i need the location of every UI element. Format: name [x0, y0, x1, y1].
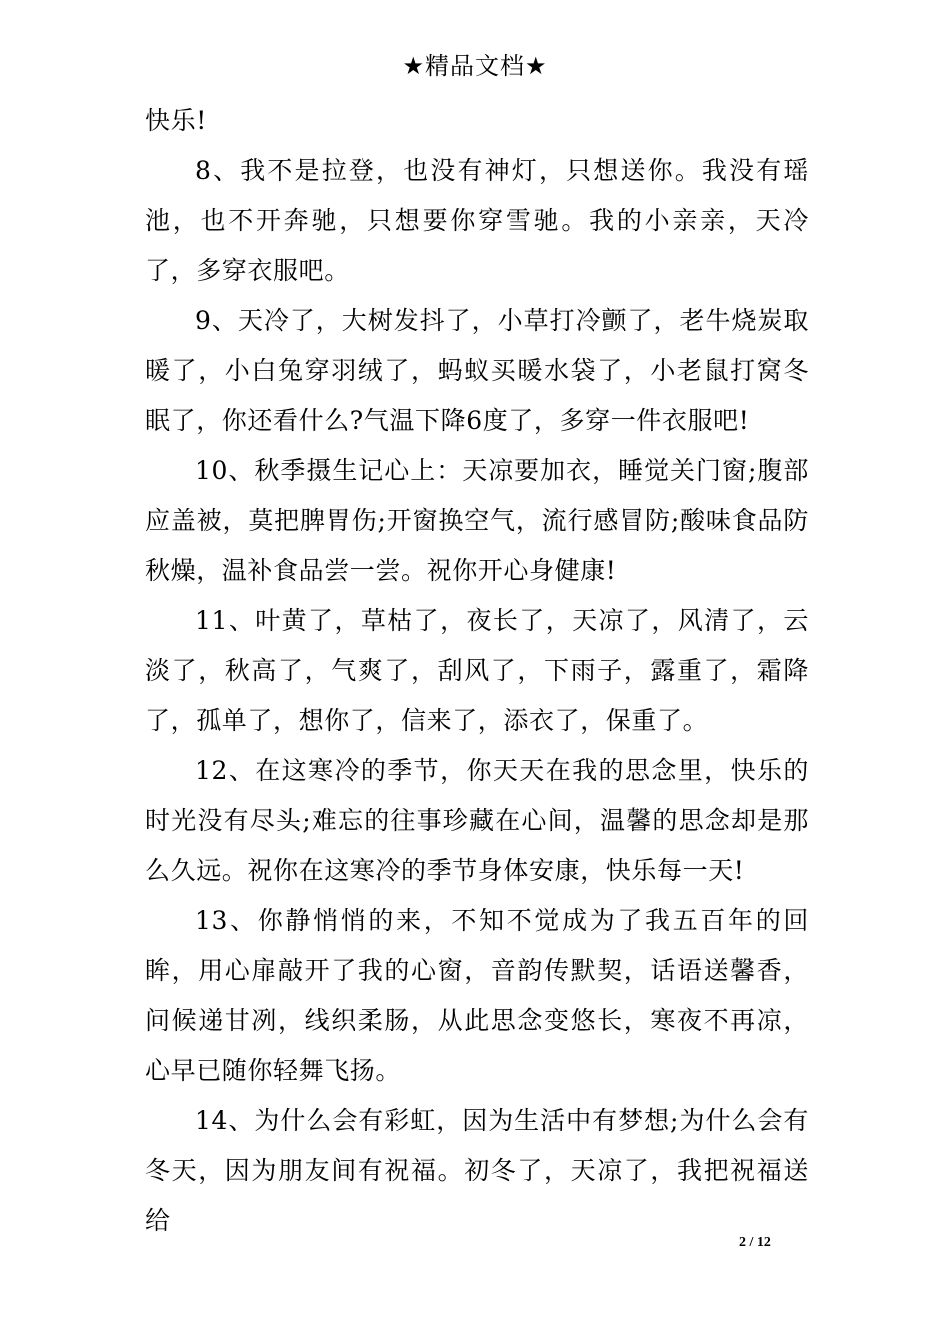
paragraph-continuation: 快乐! — [145, 106, 207, 135]
paragraph-11: 11、叶黄了，草枯了，夜长了，天凉了，风清了，云淡了，秋高了，气爽了，刮风了，下雨子，露重了，霜降了，孤单了，想你了，信来了，添衣了，保重了。 — [145, 606, 809, 735]
paragraph-10: 10、秋季摄生记心上：天凉要加衣，睡觉关门窗;腹部应盖被，莫把脾胃伤;开窗换空气，流行感冒防;酸味食品防秋燥，温补食品尝一尝。祝你开心身健康! — [145, 456, 809, 585]
paragraph-8: 8、我不是拉登，也没有神灯，只想送你。我没有瑶池，也不开奔驰，只想要你穿雪驰。我的小亲亲，天冷了，多穿衣服吧。 — [145, 156, 809, 285]
page-number: 2 / 12 — [739, 1235, 771, 1250]
page-header-title: ★精品文档★ — [402, 52, 548, 80]
document-body — [145, 96, 809, 1246]
paragraph-14: 14、为什么会有彩虹，因为生活中有梦想;为什么会有冬天，因为朋友间有祝福。初冬了，天凉了，我把祝福送给 — [145, 1106, 809, 1235]
paragraph-12: 12、在这寒冷的季节，你天天在我的思念里，快乐的时光没有尽头;难忘的往事珍藏在心间，温馨的思念却是那么久远。祝你在这寒冷的季节身体安康，快乐每一天! — [145, 756, 809, 885]
paragraph-9: 9、天冷了，大树发抖了，小草打冷颤了，老牛烧炭取暖了，小白兔穿羽绒了，蚂蚁买暖水袋了，小老鼠打窝冬眠了，你还看什么?气温下降6度了，多穿一件衣服吧! — [145, 306, 809, 435]
paragraph-13: 13、你静悄悄的来，不知不觉成为了我五百年的回眸，用心扉敲开了我的心窗，音韵传默契，话语送馨香，问候递甘冽，线织柔肠，从此思念变悠长，寒夜不再凉，心早已随你轻舞飞扬。 — [145, 906, 809, 1085]
